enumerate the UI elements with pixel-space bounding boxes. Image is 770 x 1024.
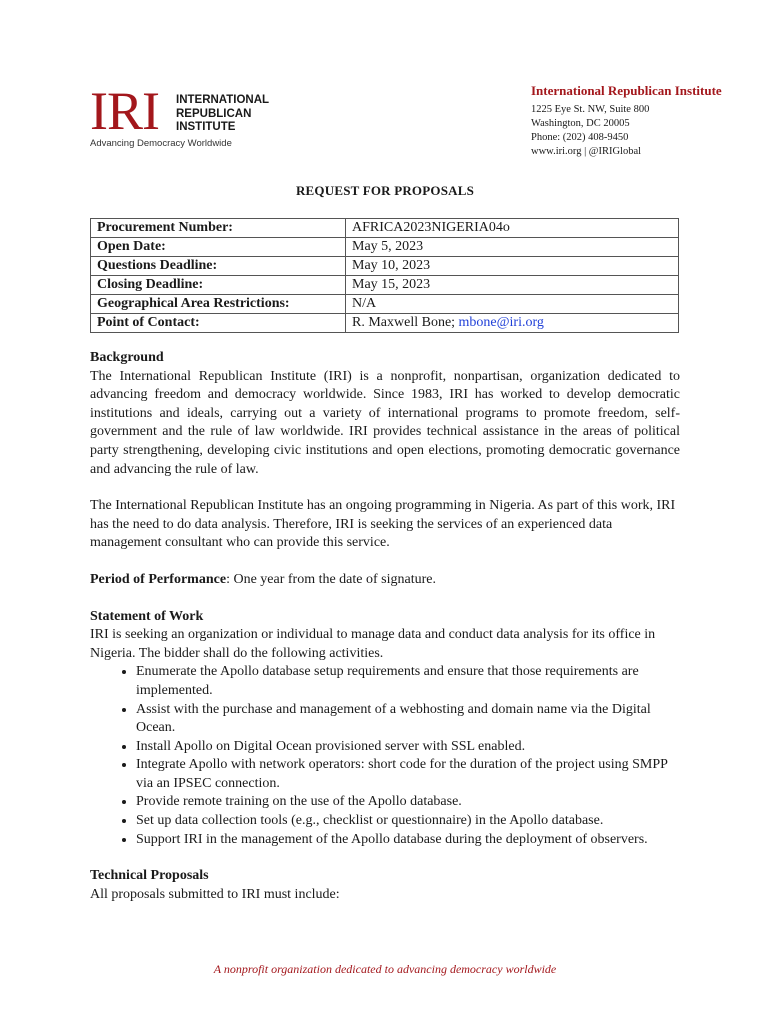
list-item: • Install Apollo on Digital Ocean provisioned server with SSL enabled. — [136, 738, 680, 757]
logo-tagline: Advancing Democracy Worldwide — [90, 138, 232, 149]
table-row — [91, 276, 679, 295]
row-value: May 15, 2023 — [346, 276, 679, 295]
contact-name: R. Maxwell Bone; — [352, 315, 459, 330]
web-line: www.iri.org | @IRIGlobal — [531, 146, 642, 157]
list-item: • Support IRI in the management of the Apollo database during the deployment of observers. — [136, 831, 680, 850]
row-value: May 5, 2023 — [346, 238, 679, 257]
row-label: Geographical Area Restrictions: — [91, 295, 346, 314]
logo-name-line: REPUBLICAN — [176, 107, 252, 120]
row-value — [346, 314, 679, 333]
technical-text: All proposals submitted to IRI must include: — [90, 886, 340, 902]
document-body — [90, 349, 680, 904]
sow-list — [90, 663, 680, 849]
sow-intro: IRI is seeking an organization or individual to manage data and conduct data analysis for its office in Nigeria. The bidder shall do the following activities. — [90, 627, 656, 661]
list-item: • Provide remote training on the use of the Apollo database. — [136, 793, 680, 812]
address-line: Washington, DC 20005 — [531, 118, 630, 129]
document-title: REQUEST FOR PROPOSALS — [295, 183, 475, 198]
phone-line: Phone: (202) 408-9450 — [531, 132, 629, 143]
table-row — [91, 238, 679, 257]
table-row — [91, 314, 679, 333]
letterhead-address — [531, 83, 722, 159]
table-row — [91, 257, 679, 276]
logo-name — [176, 94, 269, 135]
background-paragraph: The International Republican Institute (IRI) is a nonprofit, nonpartisan, organization dedicated to advancing freedom and democracy worldwide. Since 1983, IRI has worked to develop democratic institutions and ideals, carrying out a variety of international programs to promote freedom, self-government and the rule of law worldwide. IRI provides technical assistance in the areas of political party strengthening, developing civic institutions and open elections, promoting democratic governance and advancing the rule of law. — [90, 368, 680, 477]
row-label: Procurement Number: — [91, 219, 346, 238]
logo-name-line: INSTITUTE — [176, 121, 236, 133]
section-heading-background: Background — [90, 350, 164, 365]
row-value: AFRICA2023NIGERIA04o — [346, 219, 679, 238]
row-label: Point of Contact: — [91, 314, 346, 333]
period-of-performance — [90, 571, 680, 590]
table-row — [91, 295, 679, 314]
contact-email-link[interactable]: mbone@iri.org — [458, 315, 544, 330]
logo-name-line: INTERNATIONAL — [176, 94, 270, 106]
row-value: N/A — [346, 295, 679, 314]
period-text: : One year from the date of signature. — [226, 571, 436, 587]
iri-logo — [90, 81, 290, 152]
section-heading-technical: Technical Proposals — [90, 868, 209, 884]
row-label: Open Date: — [91, 238, 346, 257]
period-label: Period of Performance — [90, 571, 227, 587]
address-line: 1225 Eye St. NW, Suite 800 — [531, 104, 650, 115]
row-label: Questions Deadline: — [91, 257, 346, 276]
row-label: Closing Deadline: — [91, 276, 346, 295]
list-item: • Assist with the purchase and management of a webhosting and domain name via the Digital Ocean. — [136, 701, 680, 738]
section-heading-sow: Statement of Work — [90, 608, 204, 624]
procurement-info-table — [90, 218, 679, 333]
list-item: • Set up data collection tools (e.g., checklist or questionnaire) in the Apollo database. — [136, 812, 680, 831]
logo-mark: IRI — [90, 81, 159, 141]
footer-tagline: A nonprofit organization dedicated to advancing democracy worldwide — [213, 962, 557, 976]
background-paragraph: The International Republican Institute has an ongoing programming in Nigeria. As part of this work, IRI has the need to do data analysis. Therefore, IRI is seeking the services of an experienced data management consultant who can provide this service. — [90, 498, 676, 551]
org-name: International Republican Institute — [531, 83, 722, 98]
list-item: • Integrate Apollo with network operators: short code for the duration of the project using SMPP via an IPSEC connection. — [136, 756, 680, 793]
row-value: May 10, 2023 — [346, 257, 679, 276]
list-item: • Enumerate the Apollo database setup requirements and ensure that those requirements are implemented. — [136, 663, 680, 700]
table-row — [91, 219, 679, 238]
